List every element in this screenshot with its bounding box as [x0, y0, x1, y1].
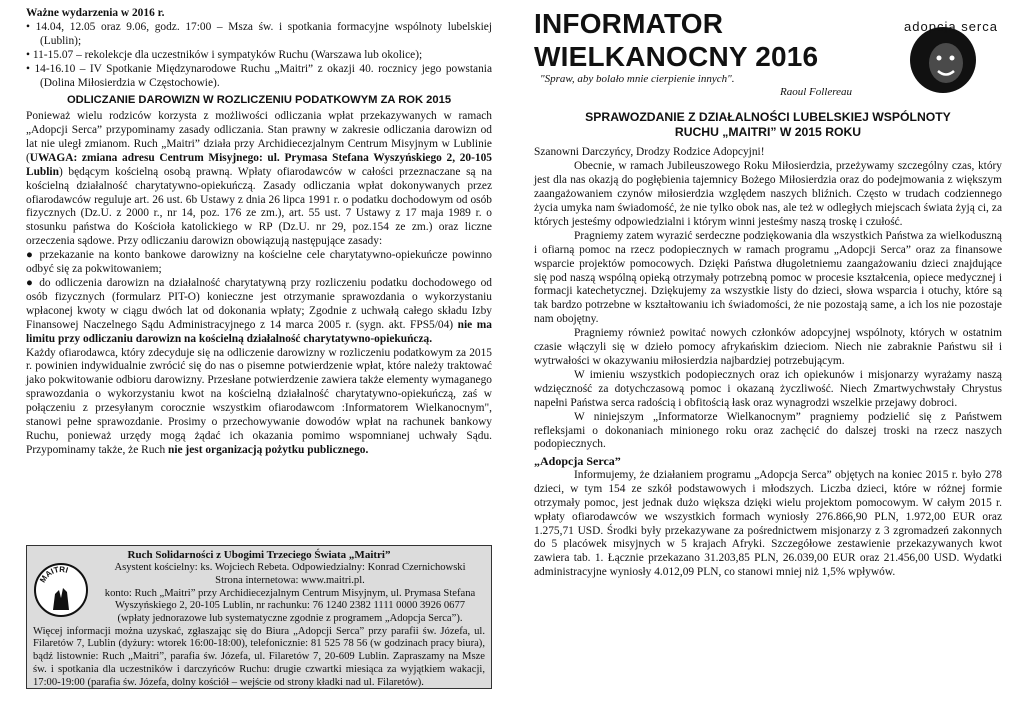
infobox-line-5: Więcej informacji można uzyskać, zgłaszając się do Biura „Adopcji Serca” przy parafii św. Józefa, ul. Filaretów 7, Lublin (dyżury: wtorek 16:00-18:00), telefonicznie: 81 525 78 56 (w godzinach pracy biura), bądź listownie: Ruch „Maitri”, parafia św. Józefa, ul. Filaretów 7, 20-609 Lublin. Zapraszamy na Msze św. i spotkania dla uczestników i darczyńców Ruchu: drugie czwartki miesiąca za wyjątkiem wakacji, 17:00-19:00 (parafia św. Józefa, dolny kościół – wejście od strony kładki nad ul. Filaretów). [33, 625, 485, 688]
motto-quote: "Spraw, aby bolało mnie cierpienie innych". [540, 73, 735, 86]
adoption-subheading: „Adopcja Serca” [534, 454, 621, 469]
tax-bullet-1: ● przekazanie na konto bankowe darowizny na kościelne cele charytatywno-opiekuńcze powinno odbyć się za pokwitowaniem; [26, 249, 492, 276]
title-line-1: INFORMATOR [534, 8, 724, 39]
event-item-1: • 14.04, 12.05 oraz 9.06, godz. 17:00 – Msza św. i spotkania formacyjne wspólnoty lubelskiej (Lublin); [26, 20, 492, 47]
logo-text: adopcja serca [904, 19, 998, 34]
report-heading [534, 110, 1002, 141]
adopcja-serca-logo [860, 7, 1010, 95]
tax-heading: ODLICZANIE DAROWIZN W ROZLICZENIU PODATKOWYM ZA ROK 2015 [66, 94, 452, 107]
tax-bullet-2: ● do odliczenia darowizn na działalność charytatywną przy rozliczeniu podatku dochodowego od osób fizycznych (formularz PIT-O) konieczne jest otrzymanie sprawozdania o wykorzystaniu wpłaconej kwoty w ciągu dwóch lat od dokonania wpłaty; Zgodnie z uchwałą całego składu Izby Finansowej Naczelnego Sądu Administracyjnego z 14 marca 2005 r. (sygn. akt. FPS5/04) nie ma limitu przy odliczaniu darowizn na kościelną działalność charytatywno-opiekuńczą. [26, 276, 492, 345]
title-line-2: WIELKANOCNY 2016 [534, 41, 819, 73]
report-paragraph-2: Pragniemy zatem wyrazić serdeczne podziękowania dla wszystkich Państwa za wielkoduszną i ofiarną pomoc na rzecz podopiecznych w ramach programu „Adopcji Serca” oraz za finansowe wsparcie projektów pomocowych. Dzięki Państwa długoletniemu zaangażowaniu dzieci znajdujące się pod naszą wspólną opieką otrzymały potrzebną pomoc w procesie kształcenia, opiece medycznej i formacji katechetycznej. Dziękujemy za wszystkie listy do dzieci, słowa wsparcia i otuchy, które są tak bardzo potrzebne w kształtowaniu ich świadomości, że nie pozostają same, a ich los nie pozostaje nam obojętny. [534, 229, 1002, 326]
report-paragraph-3: Pragniemy również powitać nowych członków adopcyjnej wspólnoty, których w ostatnim czasie włączyli się w dzieło pomocy afrykańskim dzieciom. Niech nie zabraknie Państwu sił i wytrwałości w okazywaniu miłosierdzia najbardziej potrzebującym. [534, 327, 1002, 367]
left-column [26, 7, 492, 458]
report-paragraph-1: Obecnie, w ramach Jubileuszowego Roku Miłosierdzia, przeżywamy szczególny czas, który jest dla nas okazją do pogłębienia tajemnicy Bożego Miłosierdzia oraz do podejmowania z większym zaangażowaniem czynów miłosierdzia względem naszych bliźnich. Często w trudach codziennego życia umyka nam świadomość, że nie tylko obok nas, ale też w odległych miejscach świata żyją ci, za których jesteśmy odpowiedzialni i którym winni jesteśmy naszą troskę i czułość. [534, 160, 1002, 228]
tax-paragraph-1: Ponieważ wielu rodziców korzysta z możliwości odliczania wpłat przekazywanych w ramach „Adopcji Serca” przypominamy zasady odliczania. Stan prawny w zakresie odliczania darowizn od lat nie uległ zmianom. Ruch „Maitri” działa przy Archidiecezjalnym Centrum Misyjnym w Lublinie (UWAGA: zmiana adresu Centrum Misyjnego: ul. Prymasa Stefana Wyszyńskiego 2, 20-105 Lublin) będącym kościelną osobą prawną. Wpłaty ofiarodawców w całości przeznaczane są na kościelną działalność charytatywno-opiekuńczą. Zasady odliczania wpłat dokonywanych przez ofiarodawców reguluje art. 26 ust. 6b Ustawy z dnia 26 lipca 1991 r. o podatku dochodowym od osób fizycznych (Dz.U. z 2000 r., nr 14, poz. 176 ze zm.), art. 55 ust. 7 Ustawy z 17 maja 1989 r. o stosunku państwa do Kościoła katolickiego w RP (Dz.U. nr 29, poz.154 ze zm.) oraz liczne orzeczenia sądowe. Przy odliczaniu darowizn obowiązują następujące zasady: [26, 110, 492, 248]
events-section [26, 7, 492, 90]
report-paragraph-6: Informujemy, że działaniem programu „Adopcja Serca” objętych na koniec 2015 r. było 278 dzieci, w tym 154 ze szkół podstawowych i młodszych. Liczba dzieci, które w różnej formie otrzymały pomoc, jest jednak dużo większa dzięki wielu projektom pomocowym. W całym 2015 r. wpłaty ofiarodawców we wszystkich formach wyniosły 276.866,90 PLN, 1.972,00 EUR oraz 1.275,71 USD. Środki były przekazywane za pośrednictwem misjonarzy z 3 zgromadzeń zakonnych do 5 placówek misyjnych w 5 krajach Afryki. Szczegółowe zestawienie przekazywanych kwot zawiera tab. 1. Łącznie przekazano 31.203,85 PLN, 26.039,00 EUR oraz 21.456,00 USD. Wydatki administracyjne wyniosły 4.012,09 PLN, co stanowi mniej niż 1,5% wpływów. [534, 468, 1002, 579]
tax-paragraph-2: Każdy ofiarodawca, który zdecyduje się na odliczenie darowizny w rozliczeniu podatkowym za 2015 r. powinien indywidualnie zwrócić się do nas o pisemne potwierdzenie wpłat, które należy traktować jako pokwitowanie odbioru darowizny. Przesłane potwierdzenie zawiera także elementy wymaganego sprawozdania o wykorzystaniu kwot na kościelną działalność charytatywno-opiekuńczą, zaś w połączeniu z przesyłanym corocznie wszystkim ofiarodawcom :Informatorem Wielkanocnym", stanowi pełne sprawozdanie. Prosimy o przechowywanie dowodów wpłat na rachunek bankowy Ruchu, ponieważ urzędy mogą żądać ich okazania pomimo wspomnianej uchwały Sądu. Przypominamy także, że Ruch nie jest organizacją pożytku publicznego. [26, 346, 492, 456]
infobox-title: Ruch Solidarności z Ubogimi Trzeciego Świata „Maitri” [127, 549, 391, 561]
infobox-line-2: Strona internetowa: www.maitri.pl. [215, 574, 365, 586]
child-face-logo-icon [908, 25, 978, 95]
maitri-logo-icon [33, 562, 89, 618]
infobox-line-3: konto: Ruch „Maitri” przy Archidiecezjalnym Centrum Misyjnym, ul. Prymasa Stefana Wyszyńskiego 2, 20-105 Lublin, nr rachunku: 76 1240 2382 1111 0000 3926 0677 [104, 587, 476, 612]
contact-info-box [26, 545, 492, 689]
report-heading-line-1: SPRAWOZDANIE Z DZIAŁALNOŚCI LUBELSKIEJ WSPÓLNOTY [585, 109, 951, 124]
report-heading-line-2: RUCHU „MAITRI” W 2015 ROKU [674, 125, 862, 140]
motto-author: Raoul Follereau [780, 86, 852, 99]
svg-text:MAITRI: MAITRI [38, 564, 70, 585]
infobox-line-1: Asystent kościelny: ks. Wojciech Rebeta. Odpowiedzialny: Konrad Czernichowski [114, 562, 466, 574]
events-title: Ważne wydarzenia w 2016 r. [26, 7, 165, 19]
report-greeting: Szanowni Darczyńcy, Drodzy Rodzice Adopcyjni! [534, 146, 765, 159]
report-paragraph-5: W niniejszym „Informatorze Wielkanocnym” pragniemy podzielić się z Państwem refleksjami o dokonaniach minionego roku oraz zachęcić do dalszej troski na rzecz naszych podopiecznych. [534, 410, 1002, 451]
event-item-2: • 11-15.07 – rekolekcje dla uczestników i sympatyków Ruchu (Warszawa lub okolice); [26, 48, 423, 61]
report-paragraph-4: W imieniu wszystkich podopiecznych oraz ich opiekunów i misjonarzy wyrażamy naszą wdzięczność za dotychczasową pomoc i okazaną życzliwość. Niech Zmartwychwstały Chrystus napełni Państwa serca radością i obfitością łask oraz wynagrodzi wszelkie przejawy dobroci. [534, 368, 1002, 409]
infobox-line-4: (wpłaty jednorazowe lub systematyczne zgodnie z programem „Adopcja Serca”). [117, 613, 463, 624]
event-item-3: • 14-16.10 – IV Spotkanie Międzynarodowe Ruchu „Maitri” z okazji 40. rocznicy jego powstania (Dolina Miłosierdzia w Częstochowie). [26, 62, 492, 89]
